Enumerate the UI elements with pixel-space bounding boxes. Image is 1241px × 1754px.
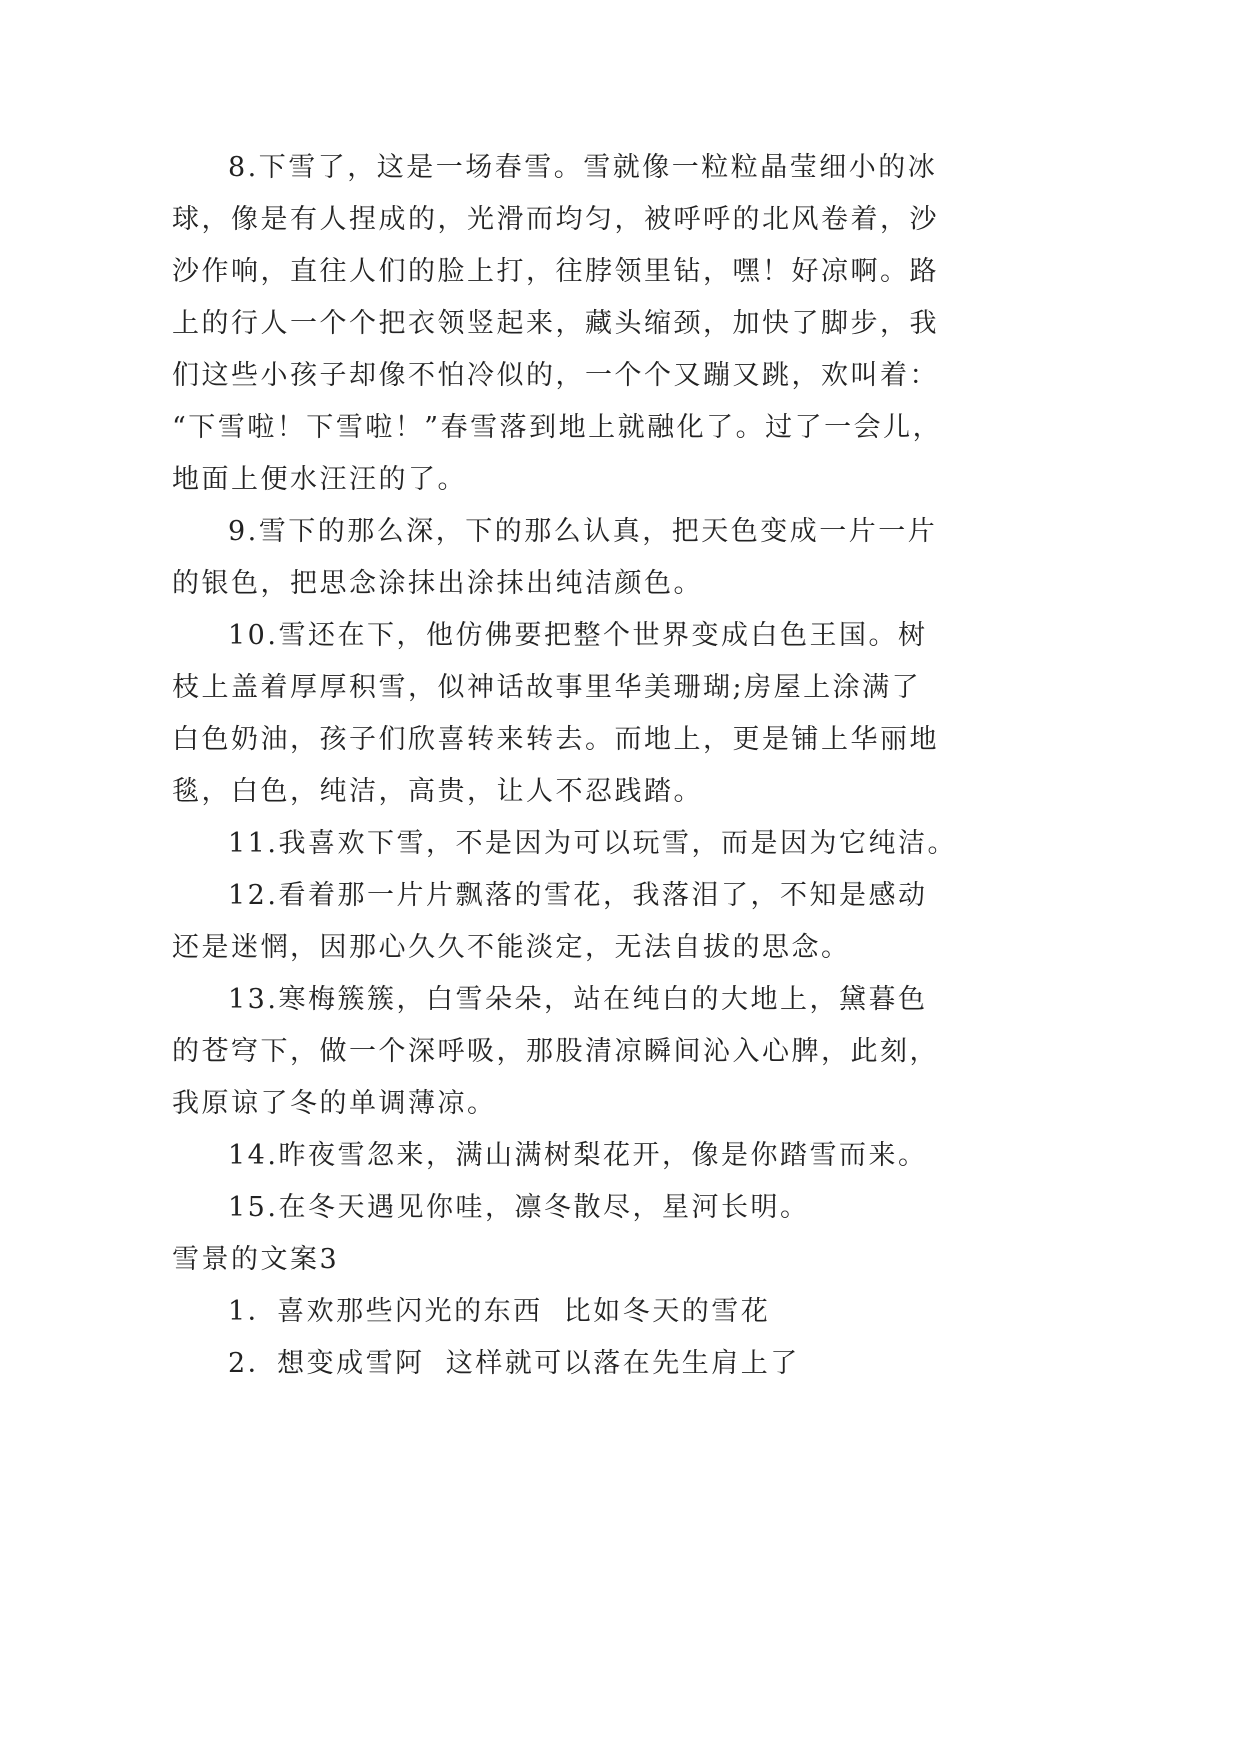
list-item-10	[172, 610, 1072, 818]
text-line: 还是迷惘，因那心久久不能淡定，无法自拔的思念。	[172, 932, 851, 963]
text-line: 15.在冬天遇见你哇，凛冬散尽，星河长明。	[228, 1192, 810, 1223]
text-line: 我原谅了冬的单调薄凉。	[172, 1088, 497, 1119]
list-item-11	[172, 818, 1072, 870]
text-line: 9.雪下的那么深，下的那么认真，把天色变成一片一片	[228, 516, 938, 547]
text-line: 13.寒梅簇簇，白雪朵朵，站在纯白的大地上，黛暮色	[228, 984, 928, 1015]
text-line: 12.看着那一片片飘落的雪花，我落泪了，不知是感动	[228, 880, 928, 911]
list-item-12	[172, 870, 1072, 974]
list-item-9	[172, 506, 1072, 610]
text-line: 地面上便水汪汪的了。	[172, 464, 467, 495]
text-line: 14.昨夜雪忽来，满山满树梨花开，像是你踏雪而来。	[228, 1140, 928, 1171]
section-item-1	[172, 1286, 1072, 1338]
section-item-2	[172, 1338, 1072, 1390]
section-heading-block	[172, 1234, 1072, 1286]
text-line: 们这些小孩子却像不怕冷似的，一个个又蹦又跳，欢叫着：	[172, 360, 939, 391]
text-line: 2．想变成雪阿 这样就可以落在先生肩上了	[228, 1348, 800, 1379]
text-line: 的苍穹下，做一个深呼吸，那股清凉瞬间沁入心脾，此刻，	[172, 1036, 939, 1067]
text-line: 沙作响，直往人们的脸上打，往脖领里钻，嘿！好凉啊。路	[172, 256, 939, 287]
section-heading: 雪景的文案3	[172, 1244, 340, 1275]
list-item-13	[172, 974, 1072, 1130]
text-line: 的银色，把思念涂抹出涂抹出纯洁颜色。	[172, 568, 703, 599]
list-item-8	[172, 142, 1072, 506]
text-line: 毯，白色，纯洁，高贵，让人不忍践踏。	[172, 776, 703, 807]
document-body	[172, 142, 1072, 1390]
text-line: 8.下雪了，这是一场春雪。雪就像一粒粒晶莹细小的冰	[228, 152, 938, 183]
text-line: 11.我喜欢下雪，不是因为可以玩雪，而是因为它纯洁。	[228, 828, 957, 859]
text-line: 10.雪还在下，他仿佛要把整个世界变成白色王国。树	[228, 620, 928, 651]
text-line: 上的行人一个个把衣领竖起来，藏头缩颈，加快了脚步，我	[172, 308, 939, 339]
text-line: “下雪啦！下雪啦！”春雪落到地上就融化了。过了一会儿，	[172, 412, 943, 443]
list-item-15	[172, 1182, 1072, 1234]
text-line: 白色奶油，孩子们欣喜转来转去。而地上，更是铺上华丽地	[172, 724, 939, 755]
list-item-14	[172, 1130, 1072, 1182]
text-line: 1．喜欢那些闪光的东西 比如冬天的雪花	[228, 1296, 771, 1327]
text-line: 球，像是有人捏成的，光滑而均匀，被呼呼的北风卷着，沙	[172, 204, 939, 235]
text-line: 枝上盖着厚厚积雪，似神话故事里华美珊瑚;房屋上涂满了	[172, 672, 922, 703]
